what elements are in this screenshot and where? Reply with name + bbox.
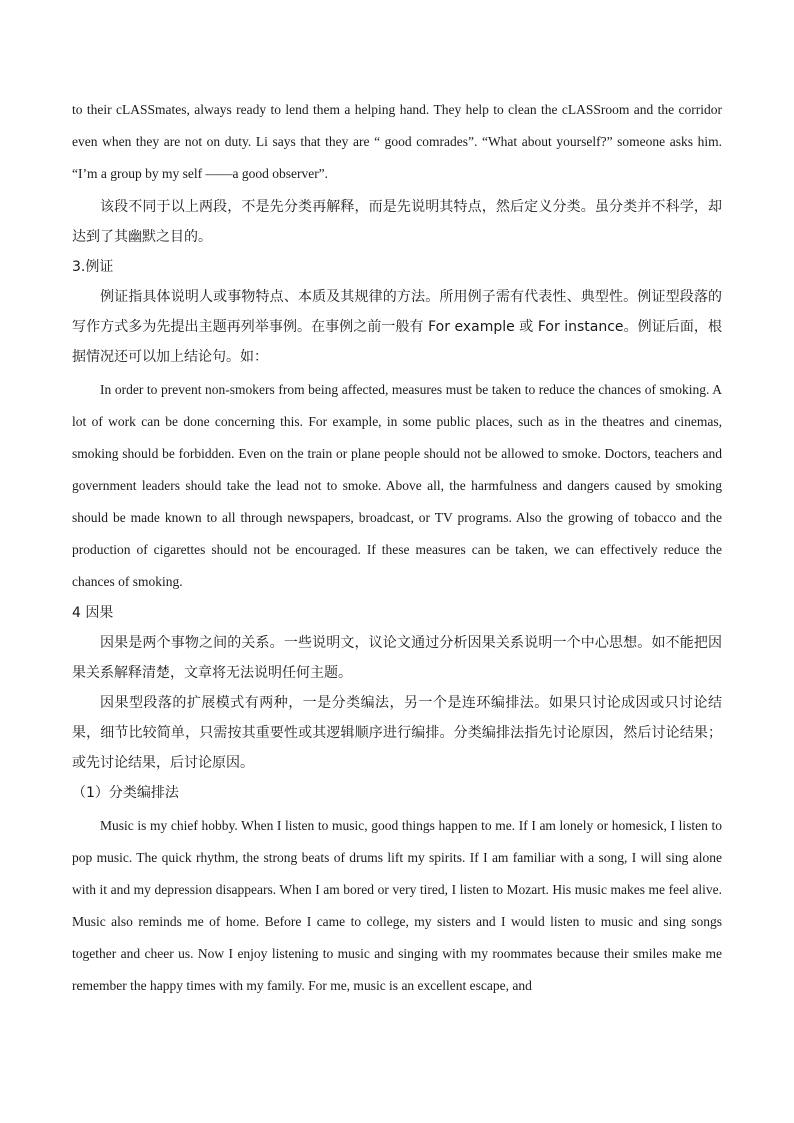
paragraph-music-example: Music is my chief hobby. When I listen to music, good things happen to me. If I am lonely or homesick, I listen to pop music. The quick rhythm, the strong beats of drums lift my spirits. If I am familiar with a song, I will sing alone with it and my depression disappears. When I am bored or very tired, I listen to Mozart. His music makes me feel alive. Music also reminds me of home. Before I came to college, my sisters and I would listen to music and sing songs together and cheer us. Now I enjoy listening to music and singing with my roommates because their smiles make me remember the happy times with my family. For me, music is an excellent escape, and (72, 818, 722, 993)
paragraph-cause-effect-definition: 因果是两个事物之间的关系。一些说明文，议论文通过分析因果关系说明一个中心思想。如不能把因果关系解释清楚，文章将无法说明任何主题。 (72, 635, 722, 681)
page-content (72, 94, 722, 1002)
section-heading-cause-effect: 4 因果 (72, 605, 114, 621)
paragraph-classmates-continuation: to their cLASSmates, always ready to lend them a helping hand. They help to clean the cLASSroom and the corridor even when they are not on duty. Li says that they are “ good comrades”. “What about yourself?” someone asks him. “I’m a group by my self ——a good observer”. (72, 102, 722, 181)
section-heading-exemplification: 3.例证 (72, 259, 114, 275)
paragraph-cause-effect-patterns: 因果型段落的扩展模式有两种，一是分类编法，另一个是连环编排法。如果只讨论成因或只讨论结果，细节比较简单，只需按其重要性或其逻辑顺序进行编排。分类编排法指先讨论原因，然后讨论结果；或先讨论结果，后讨论原因。 (72, 695, 722, 771)
paragraph-classification-commentary: 该段不同于以上两段，不是先分类再解释，而是先说明其特点，然后定义分类。虽分类并不科学，却达到了其幽默之目的。 (72, 199, 722, 245)
subsection-heading-classified-arrangement: （1）分类编排法 (72, 785, 179, 801)
paragraph-smoking-example: In order to prevent non-smokers from being affected, measures must be taken to reduce the chances of smoking. A lot of work can be done concerning this. For example, in some public places, such as in the theatres and cinemas, smoking should be forbidden. Even on the train or plane people should not be allowed to smoke. Doctors, teachers and government leaders should take the lead not to smoke. Above all, the harmfulness and dangers caused by smoking should be made known to all through newspapers, broadcast, or TV programs. Also the growing of tobacco and the production of cigarettes should not be encouraged. If these measures can be taken, we can effectively reduce the chances of smoking. (72, 382, 722, 589)
paragraph-exemplification-definition: 例证指具体说明人或事物特点、本质及其规律的方法。所用例子需有代表性、典型性。例证型段落的写作方式多为先提出主题再列举事例。在事例之前一般有 For example 或 For instance。例证后面，根据情况还可以加上结论句。如： (72, 289, 722, 365)
